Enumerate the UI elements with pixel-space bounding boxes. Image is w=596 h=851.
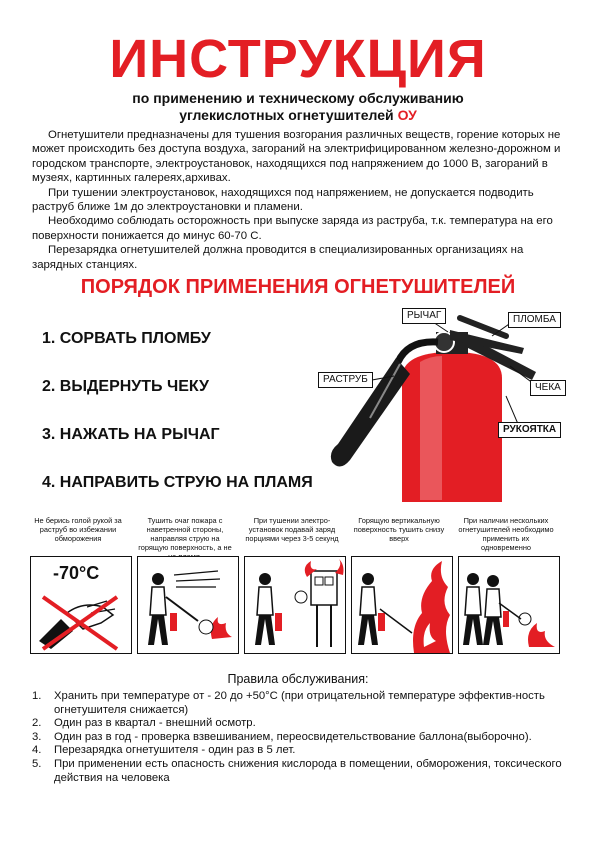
electrical-panel-icon [245,557,345,653]
label-pin: ЧЕКА [530,380,566,396]
rule-text: Один раз в год - проверка взвешиванием, переосвидетельствование баллона(выборочно). [54,730,532,743]
rule-number: 4. [32,744,42,757]
rules-list [32,690,572,785]
rule-number: 3. [32,730,42,743]
rule-text: При применении есть опасность снижения кислорода в помещении, обморожения, токсического действия на человека [54,757,562,784]
rule-item [32,731,572,745]
rule-item [32,690,572,717]
subtitle-line-1: по применению и техническому обслуживанию [132,90,464,106]
intro-paragraph: Огнетушители предназначены для тушения возгорания различных веществ, горение которых не может происходить без доступа воздуха, загораний на электрифицированном железно-дорожном и городском транспорте, электроустановок, находящихся под напряжением до 1000 В, загораний в музеях, картинных галереях,архивах. [32,129,561,185]
rule-item [32,717,572,731]
panel-caption: При тушении электро-установок подавай заряд порциями через 3-5 секунд [245,516,339,543]
step-item: 2. ВЫДЕРНУТЬ ЧЕКУ [42,378,210,395]
step-item: 1. СОРВАТЬ ПЛОМБУ [42,330,211,347]
panel-caption: При наличии нескольких огнетушителей необходимо применить их одновременно [458,516,554,552]
intro-text [32,128,572,272]
panel-windward [137,556,239,654]
subtitle [0,90,596,124]
rule-text: Один раз в квартал - внешний осмотр. [54,717,256,730]
panel-electrical [244,556,346,654]
extinguisher-illustration [310,300,580,510]
subtitle-ou: ОУ [397,107,417,123]
panel-caption: Горящую вертикальную поверхность тушить снизу вверх [353,516,445,543]
panel-multiple [458,556,560,654]
firefighter-wind-icon [138,557,238,653]
section-heading: ПОРЯДОК ПРИМЕНЕНИЯ ОГНЕТУШИТЕЛЕЙ [80,276,516,298]
rule-item [32,744,572,758]
rule-number: 5. [32,757,42,770]
step-item: 4. НАПРАВИТЬ СТРУЮ НА ПЛАМЯ [42,474,313,491]
rule-item [32,758,572,785]
label-horn: РАСТРУБ [318,372,373,388]
step-item: 3. НАЖАТЬ НА РЫЧАГ [42,426,220,443]
extinguisher-diagram [310,300,580,510]
rule-text: Перезарядка огнетушителя - один раз в 5 лет. [54,744,296,757]
illustration-panels [30,556,560,656]
label-handle: РУКОЯТКА [498,422,561,438]
intro-paragraph: Необходимо соблюдать осторожность при выпуске заряда из раструба, т.к. температура на его поверхности понижается до минус 60-70 С. [32,215,553,242]
caption-row [30,516,570,554]
temperature-label: -70°С [53,563,100,583]
label-lever: РЫЧАГ [402,308,446,324]
panel-frost [30,556,132,654]
intro-paragraph: При тушении электроустановок, находящихся под напряжением, не допускается подводить раструб ближе 1м до электроустановки и пламени. [32,186,534,214]
panel-vertical [351,556,453,654]
panel-caption: Тушить очаг пожара с наветренной стороны, направляя струю на горящую поверхность, а не [138,516,232,552]
subtitle-line-2-text: углекислотных огнетушителей [179,107,394,123]
rule-number: 2. [32,717,42,730]
page-title: ИНСТРУКЦИЯ [109,29,487,89]
subtitle-line-2 [0,107,596,124]
vertical-fire-icon [352,557,452,653]
multiple-firefighters-icon [459,557,559,653]
intro-paragraph: Перезарядка огнетушителей должна проводится в специализированных организациях на зарядных станциях. [32,244,524,271]
label-seal: ПЛОМБА [508,312,561,328]
rule-text: Хранить при температуре от - 20 до +50°С (при отрицательной температуре эффектив-ность огнетушителя снижается) [54,690,545,716]
panel-caption: Не берись голой рукой за раструб во избежании обморожения [34,516,122,543]
rule-number: 1. [32,690,42,702]
frost-hand-icon [31,557,131,653]
rules-heading: Правила обслуживания: [227,672,369,686]
